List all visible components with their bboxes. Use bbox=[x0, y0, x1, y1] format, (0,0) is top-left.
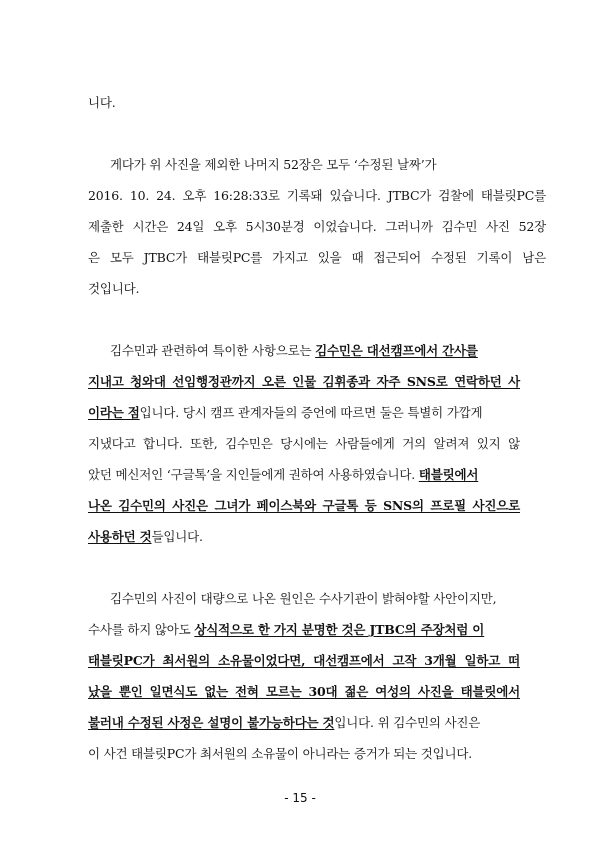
emphasized-text: 상식적으로 한 가지 분명한 것은 JTBC의 주장처럼 이 bbox=[194, 622, 485, 637]
paragraph-line: 2016. 10. 24. 오후 16:28:33로 기록돼 있습니다. JTBC가 검찰에 태블릿PC를 bbox=[88, 188, 546, 203]
paragraph-line: 제출한 시간은 24일 오후 5시30분경 이었습니다. 그러니까 김수민 사진 52장 bbox=[88, 219, 546, 234]
emphasized-line: 지내고 청와대 선임행정관까지 오른 인물 김휘종과 자주 SNS로 연락하던 사 bbox=[88, 374, 520, 389]
plain-text: 수사를 하지 않아도 bbox=[88, 622, 195, 637]
paragraph-line: 니다. bbox=[88, 95, 116, 110]
plain-text: 김수민과 관련하여 특이한 사항으로는 bbox=[110, 343, 316, 358]
paragraph-line bbox=[88, 715, 520, 731]
emphasized-line: 났을 뿐인 일면식도 없는 전혀 모르는 30대 젊은 여성의 사진을 태블릿에서 bbox=[88, 684, 520, 699]
emphasized-text: 태블릿에서 bbox=[418, 467, 479, 482]
paragraph-line: 것입니다. bbox=[88, 281, 140, 296]
plain-text: 았던 메신저인 ‘구글톡’을 지인들에게 권하여 사용하였습니다. bbox=[88, 467, 419, 482]
plain-text: 입니다. 당시 캠프 관계자들의 증언에 따르면 둘은 특별히 가깝게 bbox=[139, 405, 483, 420]
paragraph-line: 은 모두 JTBC가 태블릿PC를 가지고 있을 때 접근되어 수정된 기록이 남은 bbox=[88, 250, 546, 265]
emphasized-text: 이라는 점 bbox=[88, 405, 140, 420]
emphasized-text: 김수민은 대선캠프에서 간사를 bbox=[315, 343, 478, 358]
paragraph-line: 김수민의 사진이 대량으로 나온 원인은 수사기관이 밝혀야할 사안이지만, bbox=[110, 591, 497, 606]
emphasized-line: 나온 김수민의 사진은 그녀가 페이스북와 구글톡 등 SNS의 프로필 사진으로 bbox=[88, 498, 520, 513]
emphasized-line: 태블릿PC가 최서원의 소유물이었다면, 대선캠프에서 고작 3개월 일하고 떠 bbox=[88, 653, 520, 668]
plain-text: 입니다. 위 김수민의 사진은 bbox=[334, 715, 481, 730]
paragraph-line bbox=[88, 622, 520, 638]
emphasized-text: 사용하던 것 bbox=[88, 529, 152, 544]
paragraph-line bbox=[110, 343, 520, 359]
paragraph-line: 지냈다고 합니다. 또한, 김수민은 당시에는 사람들에게 거의 알려져 있지 않 bbox=[88, 436, 520, 451]
page-number: - 15 - bbox=[284, 791, 316, 805]
paragraph-line bbox=[88, 405, 520, 421]
paragraph-line bbox=[88, 467, 520, 483]
emphasized-text: 불러내 수정된 사정은 설명이 불가능하다는 것 bbox=[88, 715, 335, 730]
paragraph-line bbox=[88, 529, 520, 545]
paragraph-line: 이 사건 태블릿PC가 최서원의 소유물이 아니라는 증거가 되는 것입니다. bbox=[88, 746, 473, 761]
paragraph-line: 게다가 위 사진을 제외한 나머지 52장은 모두 ‘수정된 날짜’가 bbox=[110, 157, 437, 172]
plain-text: 들입니다. bbox=[151, 529, 203, 544]
